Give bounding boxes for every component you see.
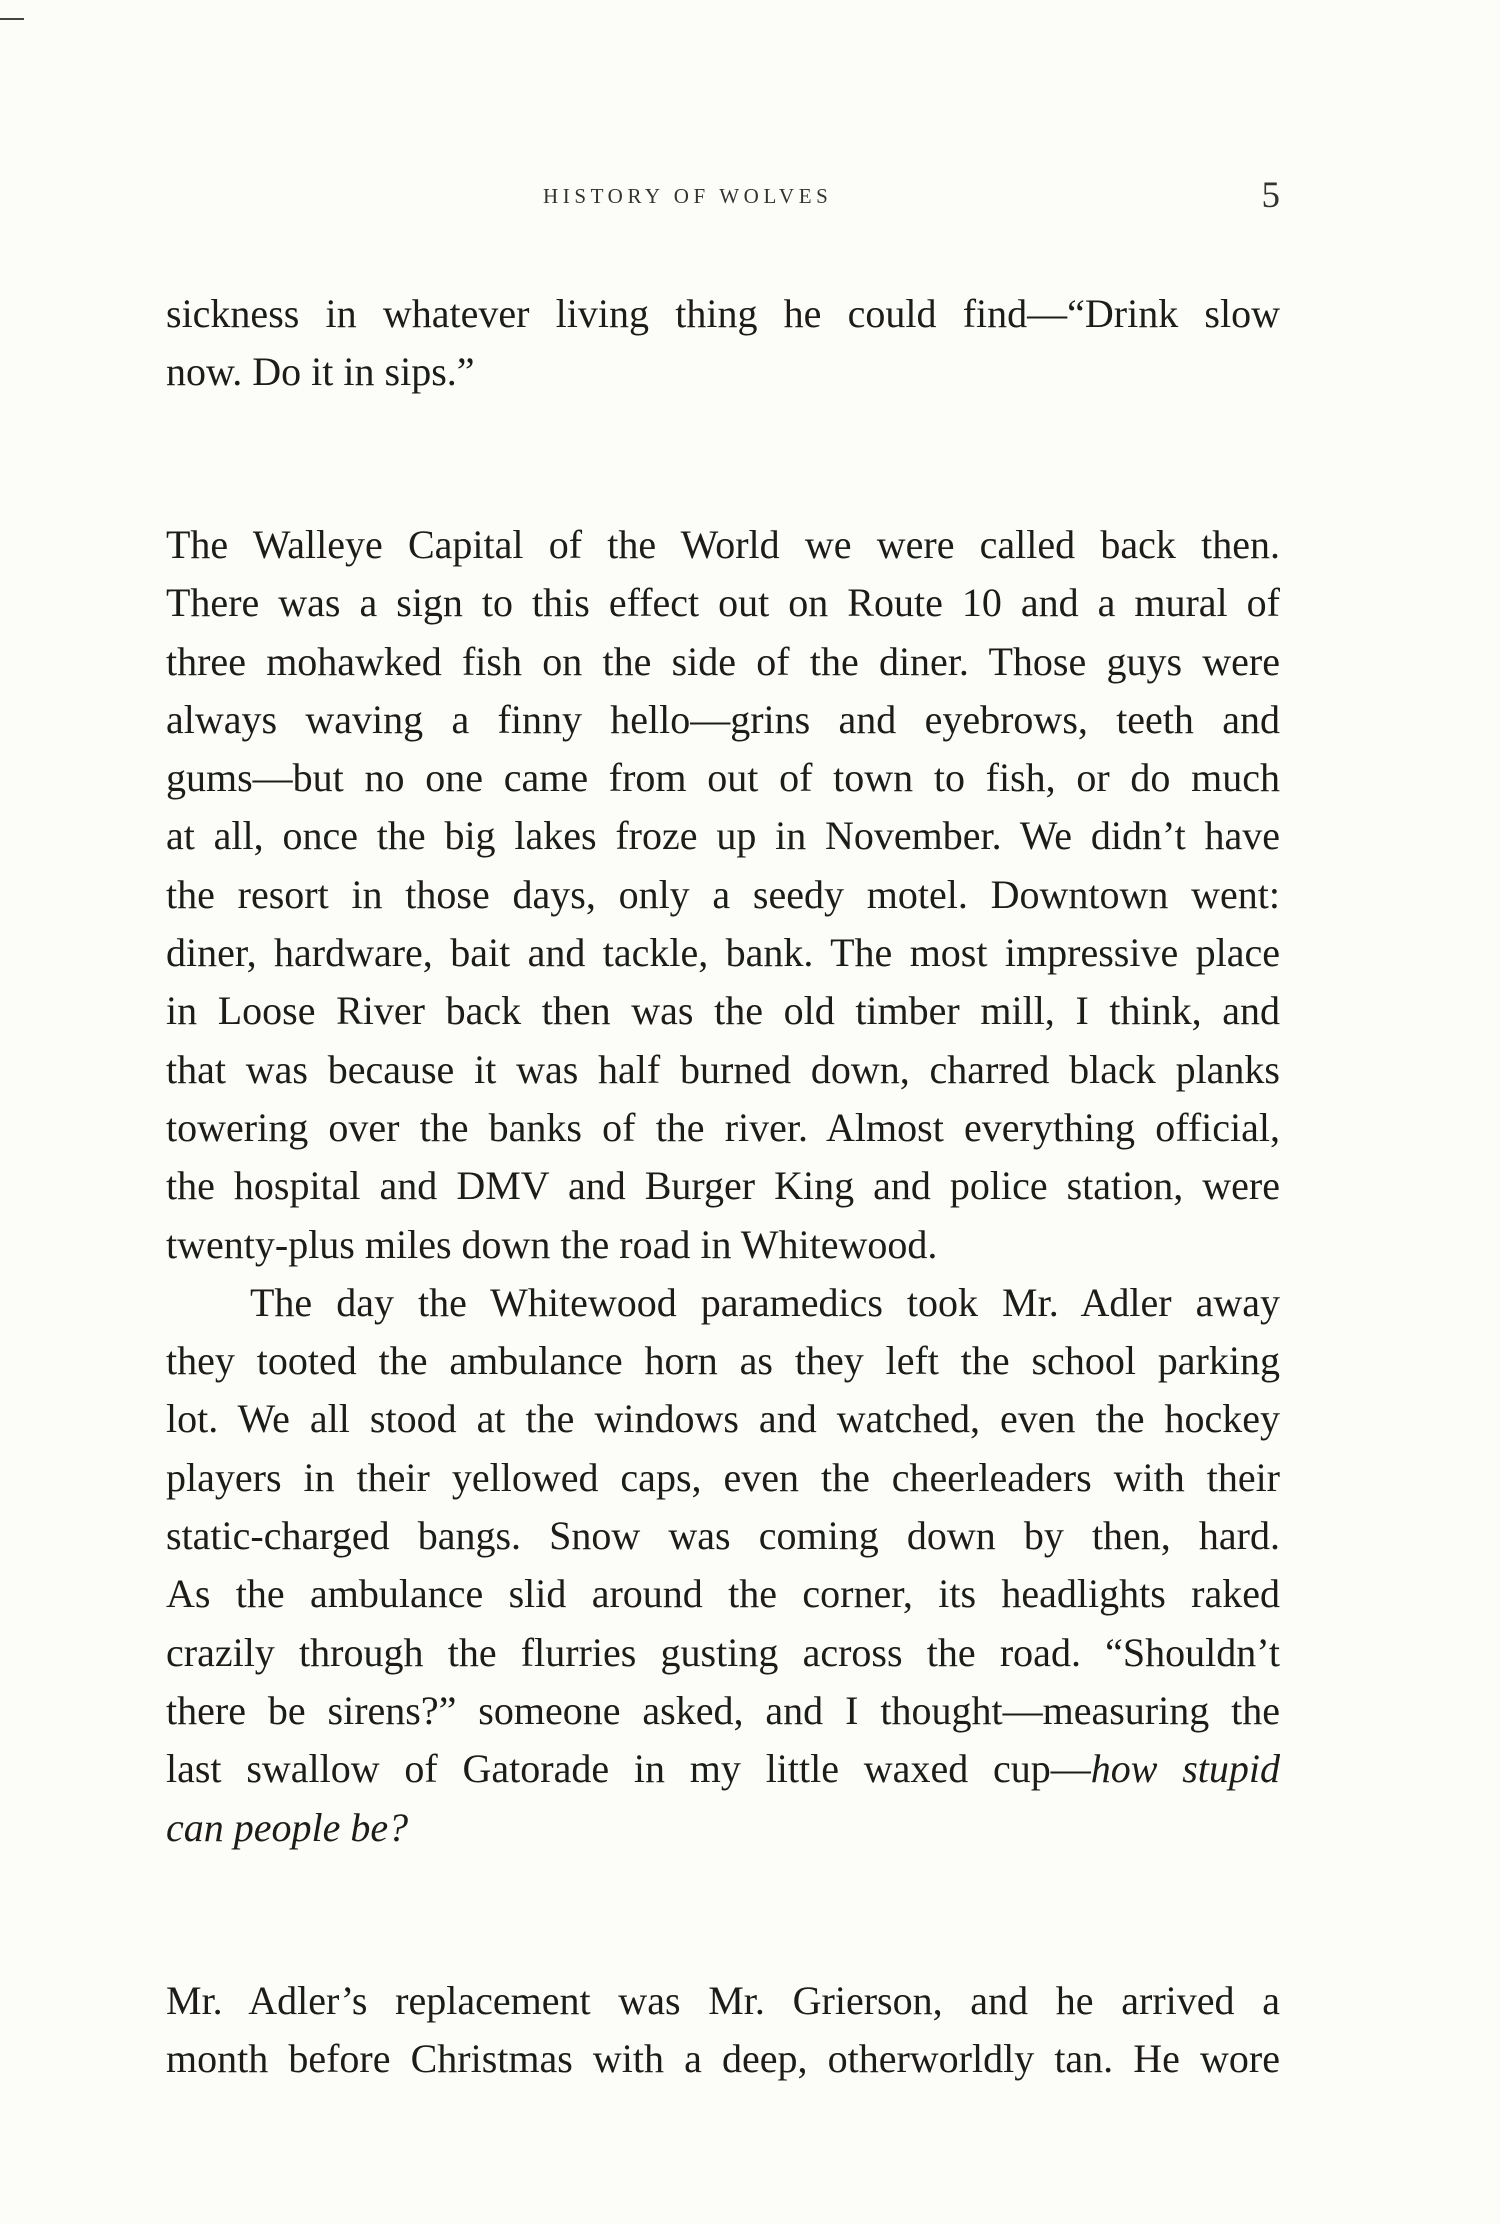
text-line: now. Do it in sips.” — [166, 349, 475, 395]
text-section-2 — [166, 516, 1280, 1857]
text-line: month before Christmas with a deep, otherworldly tan. He wore — [166, 2036, 1280, 2082]
text-line: there be sirens?” someone asked, and I thought—measuring the — [166, 1687, 1280, 1733]
text-line: Mr. Adler’s replacement was Mr. Grierson, and he arrived a — [166, 1978, 1280, 2023]
text-line: twenty-plus miles down the road in Whitewood. — [166, 1221, 938, 1267]
text-line: diner, hardware, bait and tackle, bank. The most impressive place — [166, 930, 1280, 976]
text-line: gums—but no one came from out of town to fish, or do much — [166, 755, 1280, 801]
text-section-3 — [166, 1972, 1280, 2089]
text-line: that was because it was half burned down, charred black planks — [166, 1046, 1280, 1092]
italic-fragment: how stupid — [1090, 1746, 1280, 1792]
italic-fragment: can people be? — [166, 1804, 409, 1850]
paragraph-1 — [166, 516, 1280, 1274]
text-line: the hospital and DMV and Burger King and police station, were — [166, 1163, 1280, 1209]
paragraph-2 — [166, 1274, 1280, 1857]
text-line: As the ambulance slid around the corner, its headlights raked — [166, 1571, 1280, 1617]
text-line: There was a sign to this effect out on Route 10 and a mural of — [166, 580, 1280, 626]
text-line: the resort in those days, only a seedy motel. Downtown went: — [166, 871, 1280, 917]
text-line — [166, 1799, 1280, 1857]
text-line-mixed — [166, 1740, 1280, 1798]
text-line: The Walleye Capital of the World we were called back then. — [166, 522, 1280, 567]
text-line: in Loose River back then was the old timber mill, I think, and — [166, 988, 1280, 1034]
running-head — [0, 175, 1500, 220]
text-section-1 — [166, 285, 1280, 402]
running-title: HISTORY OF WOLVES — [543, 184, 833, 208]
text-line: crazily through the flurries gusting across the road. “Shouldn’t — [166, 1629, 1280, 1675]
text-line: players in their yellowed caps, even the cheerleaders with their — [166, 1454, 1280, 1500]
text-line: they tooted the ambulance horn as they left the school parking — [166, 1338, 1280, 1384]
text-line: towering over the banks of the river. Almost everything official, — [166, 1104, 1280, 1150]
text-line: lot. We all stood at the windows and watched, even the hockey — [166, 1396, 1280, 1442]
text-line: always waving a finny hello—grins and eyebrows, teeth and — [166, 696, 1280, 742]
page-number: 5 — [1261, 175, 1280, 216]
text-line: static-charged bangs. Snow was coming down by then, hard. — [166, 1513, 1280, 1559]
text-line: sickness in whatever living thing he could find—“Drink slow — [166, 291, 1280, 336]
text-line: at all, once the big lakes froze up in November. We didn’t have — [166, 813, 1280, 859]
text-line: three mohawked fish on the side of the diner. Those guys were — [166, 638, 1280, 684]
scan-edge-mark — [0, 18, 24, 20]
text-line: The day the Whitewood paramedics took Mr. Adler away — [250, 1279, 1280, 1325]
text-fragment: last swallow of Gatorade in my little waxed cup— — [166, 1746, 1091, 1792]
